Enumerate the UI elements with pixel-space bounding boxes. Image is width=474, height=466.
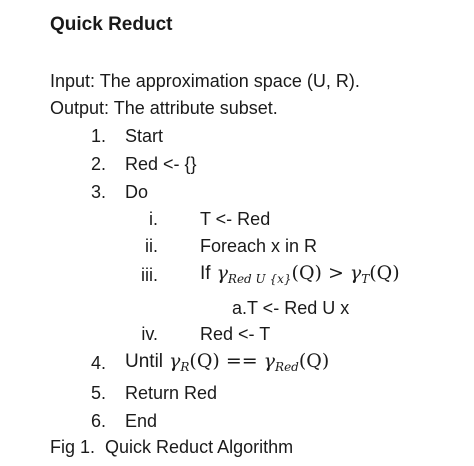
substep-number: i. xyxy=(149,209,158,229)
gamma-subscript: Red U {x} xyxy=(227,272,292,286)
input-line: Input: The approximation space (U, R). xyxy=(50,71,360,91)
step-number: 1. xyxy=(90,126,106,146)
step-text: Do xyxy=(125,182,149,202)
gamma-symbol: γ xyxy=(216,262,228,284)
figure-caption: Fig 1. Quick Reduct Algorithm xyxy=(50,437,294,457)
substep-text: Red <- T xyxy=(200,324,271,344)
substep-number: iv. xyxy=(141,324,158,344)
substep-text: T <- Red xyxy=(200,209,271,229)
gamma-argument: (Q) xyxy=(189,350,220,372)
step-text: Red <- {} xyxy=(125,154,197,174)
substep-condition xyxy=(200,262,400,285)
gamma-symbol: γ xyxy=(349,262,362,284)
output-line: Output: The attribute subset. xyxy=(50,98,278,118)
algorithm-title: Quick Reduct xyxy=(50,14,173,35)
if-keyword: If xyxy=(200,263,211,284)
gamma-subscript: Red xyxy=(275,360,299,374)
gamma-argument: (Q) xyxy=(291,262,322,284)
step-number: 2. xyxy=(90,154,106,174)
gamma-subscript: R xyxy=(180,360,190,374)
gamma-subscript: T xyxy=(361,272,370,286)
gamma-symbol: γ xyxy=(263,350,276,372)
step-number: 5. xyxy=(90,383,106,403)
substep-number: ii. xyxy=(145,236,158,256)
substep-number: iii. xyxy=(141,265,158,285)
step-number: 4. xyxy=(90,353,106,373)
substep-text: Foreach x in R xyxy=(200,236,318,256)
step-text: End xyxy=(125,411,158,431)
comparison-operator: > xyxy=(327,262,344,284)
step-number: 6. xyxy=(90,411,106,431)
until-keyword: Until xyxy=(125,351,164,372)
comparison-operator: == xyxy=(225,350,258,372)
step-text: Start xyxy=(125,126,164,146)
step-number: 3. xyxy=(90,182,106,202)
gamma-argument: (Q) xyxy=(369,262,400,284)
gamma-argument: (Q) xyxy=(298,350,330,372)
substep-a-text: a.T <- Red U x xyxy=(232,298,350,318)
step-until-condition xyxy=(125,350,329,373)
step-text: Return Red xyxy=(125,383,218,403)
gamma-symbol: γ xyxy=(169,350,181,372)
